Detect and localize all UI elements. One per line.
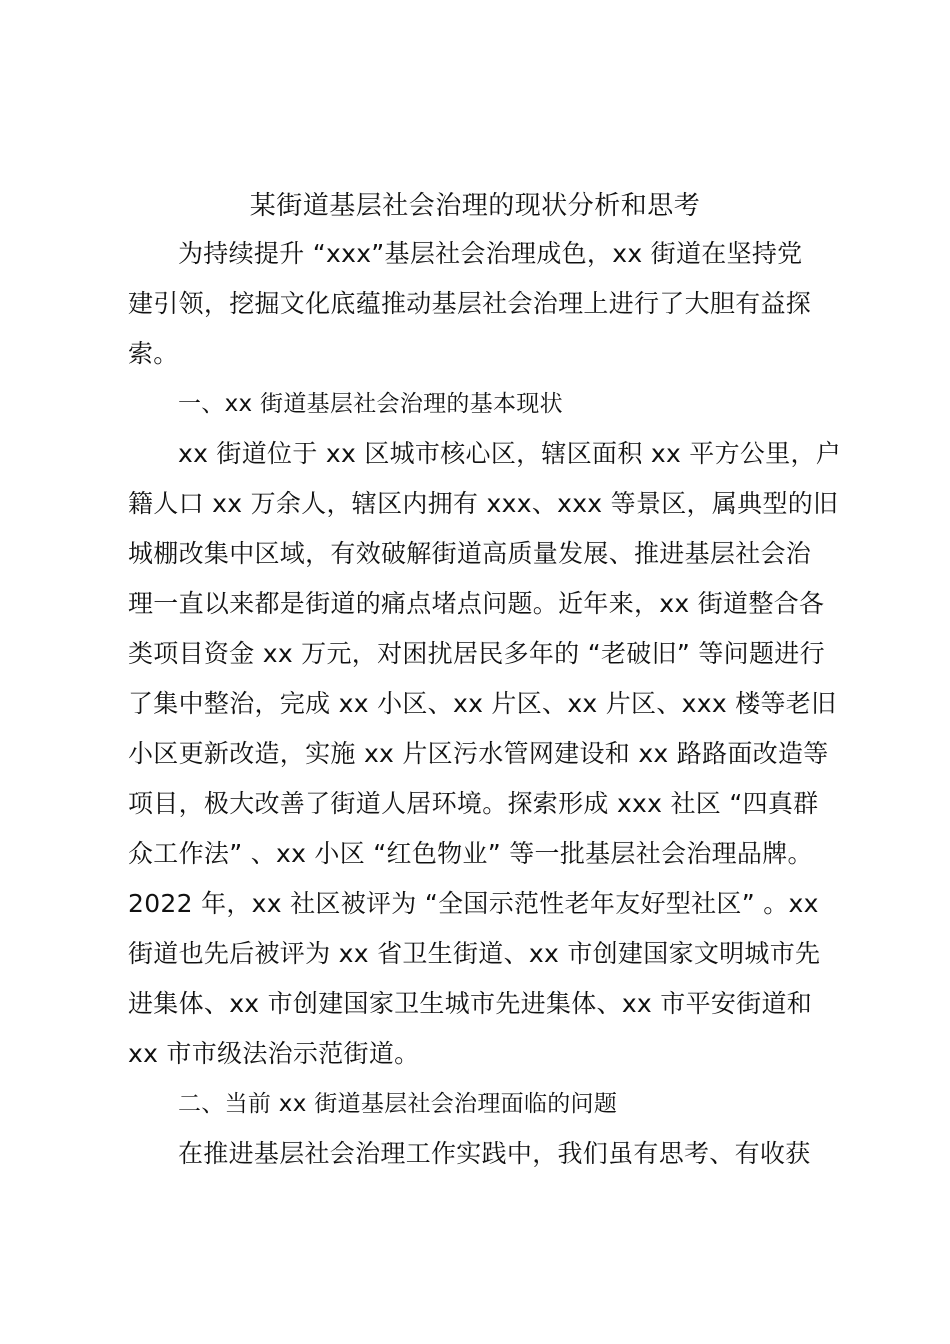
paragraph-line: xx 市市级法治示范街道。 <box>128 1039 420 1068</box>
paragraph-line: 2022 年，xx 社区被评为 “全国示范性老年友好型社区” 。xx <box>128 889 819 918</box>
paragraph-line: 在推进基层社会治理工作实践中，我们虽有思考、有收获 <box>178 1139 811 1168</box>
paragraph-line: 众工作法” 、xx 小区 “红色物业” 等一批基层社会治理品牌。 <box>128 839 813 868</box>
paragraph-line: 项目，极大改善了街道人居环境。探索形成 xxx 社区 “四真群 <box>128 789 819 818</box>
paragraph-line: 理一直以来都是街道的痛点堵点问题。近年来，xx 街道整合各 <box>128 589 825 618</box>
section-heading: 二、当前 xx 街道基层社会治理面临的问题 <box>178 1091 618 1117</box>
paragraph-line: 小区更新改造，实施 xx 片区污水管网建设和 xx 路路面改造等 <box>128 739 829 768</box>
document-title: 某街道基层社会治理的现状分析和思考 <box>249 191 701 221</box>
section-heading: 一、xx 街道基层社会治理的基本现状 <box>178 391 563 417</box>
paragraph-line: 类项目资金 xx 万元，对困扰居民多年的 “老破旧” 等问题进行 <box>128 639 825 668</box>
paragraph-line: 进集体、xx 市创建国家卫生城市先进集体、xx 市平安街道和 <box>128 989 813 1018</box>
paragraph-line: 街道也先后被评为 xx 省卫生街道、xx 市创建国家文明城市先 <box>128 939 821 968</box>
paragraph-line: 籍人口 xx 万余人，辖区内拥有 xxx、xxx 等景区，属典型的旧 <box>128 489 839 518</box>
paragraph-line: 为持续提升 “xxx”基层社会治理成色，xx 街道在坚持党 <box>178 239 803 268</box>
paragraph-line: xx 街道位于 xx 区城市核心区，辖区面积 xx 平方公里，户 <box>178 439 842 468</box>
paragraph-line: 索。 <box>128 339 179 368</box>
paragraph-line: 了集中整治，完成 xx 小区、xx 片区、xx 片区、xxx 楼等老旧 <box>128 689 837 718</box>
paragraph-line: 城棚改集中区域，有效破解街道高质量发展、推进基层社会治 <box>128 539 812 568</box>
paragraph-line: 建引领，挖掘文化底蕴推动基层社会治理上进行了大胆有益探 <box>128 289 812 318</box>
